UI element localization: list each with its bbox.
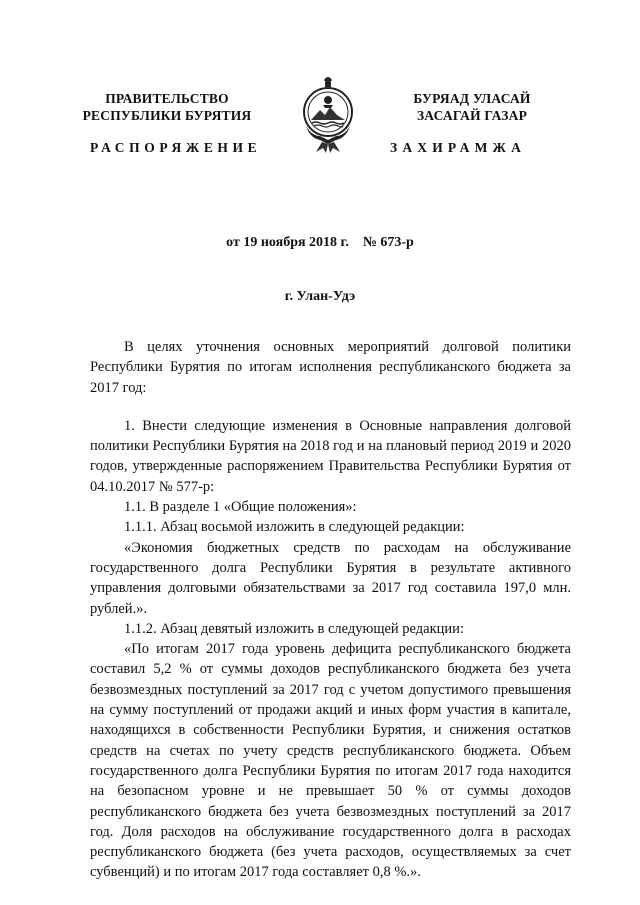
document-type-buryat: ЗАХИРАМЖА [390, 140, 527, 155]
coat-of-arms-graphic [296, 74, 360, 156]
government-name-buryat-line1: БУРЯАД УЛАСАЙ [413, 91, 531, 106]
coat-of-arms-icon [296, 74, 360, 156]
government-name-line1: ПРАВИТЕЛЬСТВО [105, 91, 229, 106]
paragraph-item-1-1-1: 1.1.1. Абзац восьмой изложить в следующей редакции: [124, 519, 465, 536]
government-name-line2: РЕСПУБЛИКИ БУРЯТИЯ [82, 108, 252, 123]
paragraph-item-1-1: 1.1. В разделе 1 «Общие положения»: [124, 499, 357, 516]
header-right [372, 90, 572, 124]
paragraph-quote-2: «По итогам 2017 года уровень дефицита республиканского бюджета составил 5,2 % от суммы доходов республиканского бюджета без учета безвозмездных поступлений за 2017 год с учетом допустимого превышения на сумму поступлений от продажи акций и иных форм участия в капитале, находящихся в собственности Республики Бурятия, и снижения остатков средств на счетах по учету средств республиканского бюджета. Объем государственного долга Республики Бурятия по итогам 2017 года находится на безопасном уровне и не превышает 50 % от суммы доходов республиканского бюджета без учета безвозмездных поступлений за 2017 год. Доля расходов на обслуживание государственного долга в расходах республиканского бюджета (без учета расходов, осуществляемых за счет субвенций) и по итогам 2017 года составляет 0,8 %.». [90, 641, 571, 881]
document-body [90, 337, 571, 883]
date-number-line: от 19 ноября 2018 г. № 673-р [226, 235, 414, 250]
city-line: г. Улан-Удэ [284, 289, 356, 304]
paragraph-item-1-1-2: 1.1.2. Абзац девятый изложить в следующей редакции: [124, 620, 464, 637]
paragraph-quote-1: «Экономия бюджетных средств по расходам на обслуживание государственного долга Республики Бурятия в результате активного управления долговыми обязательствами за 2017 год составила 197,0 млн. рублей.». [90, 539, 571, 617]
document-type-russian: РАСПОРЯЖЕНИЕ [90, 140, 262, 155]
paragraph-item-1: 1. Внести следующие изменения в Основные направления долговой политики Республики Бурятия на 2018 год и на плановый период 2019 и 2020 годов, утвержденные распоряжением Правительства Республики Бурятия от 04.10.2017 № 577-р: [90, 417, 571, 495]
paragraph-preamble: В целях уточнения основных мероприятий долговой политики Республики Бурятия по итогам исполнения республиканского бюджета за 2017 год: [90, 339, 571, 396]
header-left [62, 90, 272, 124]
government-name-buryat-line2: ЗАСАГАЙ ГАЗАР [416, 108, 528, 123]
